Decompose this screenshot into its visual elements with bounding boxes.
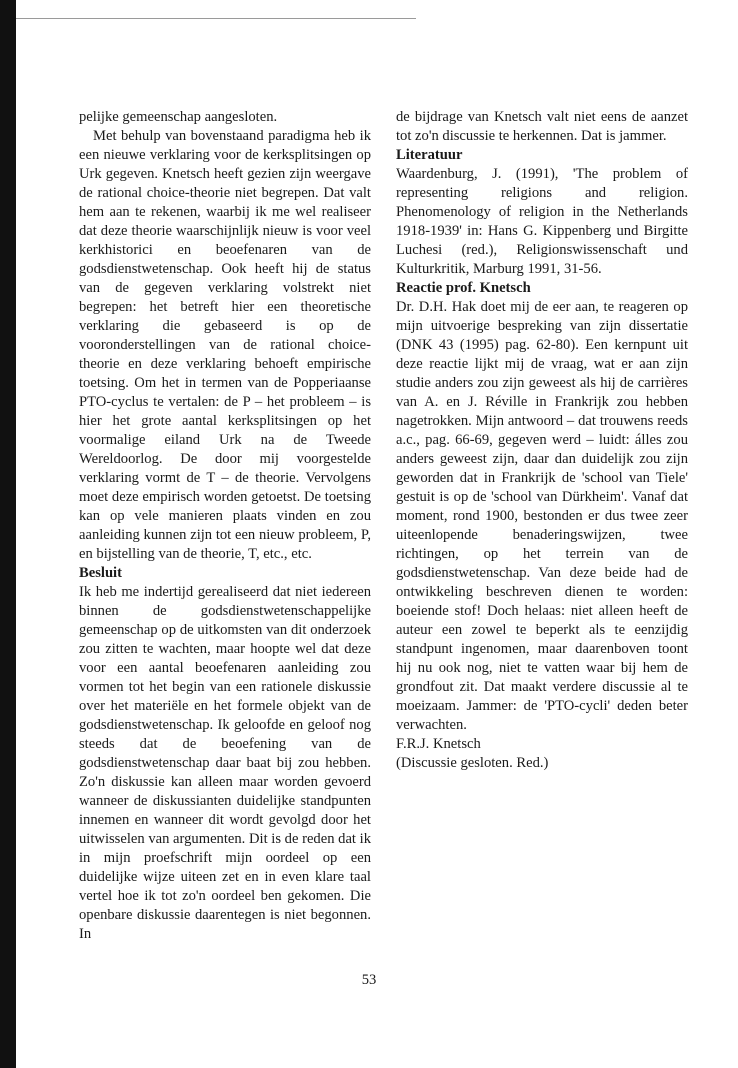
paradigm-paragraph: Met behulp van bovenstaand paradigma heb ik een nieuwe verklaring voor de kerksplitsingen op Urk gegeven. Knetsch heeft gezien zijn weergave de rational choice-theorie niet begrepen. Dat valt hem aan te rekenen, waarbij ik me wel realiseer dat deze theorie waarschijnlijk nieuw is voor veel kerkhistorici en beoefenaren van de godsdienstwetenschap. Ook heeft hij de status van de gegeven verklaring volstrekt niet begrepen: het betreft hier een theoretische verklaring die gebaseerd is op de vooronderstellingen van de rational choice-theorie en deze verklaring behoeft empirische toetsing. Om het in termen van de Popperiaanse PTO-cyclus te vertalen: de P – het probleem – is hier het grote aantal kerksplitsingen op het voormalige eiland Urk na de Tweede Wereldoorlog. De door mij voorgestelde verklaring vormt de T – de theorie. Vervolgens moet deze empirisch worden getoetst. De toetsing kan op vele manieren plaats vinden en zou aanleiding kunnen zijn tot een nieuw probleem, P, en bijstelling van de theorie, T, etc., etc. [79,128,371,562]
literatuur-reference: Waardenburg, J. (1991), 'The problem of representing religions and religion. Phenomenology of religion in the Netherlands 1918-1939' in: Hans G. Kippenberg und Birgitte Luchesi (red.), Religionswissenschaft und Kulturkritik, Marburg 1991, 31-56. [396,166,688,277]
closing-note: (Discussie gesloten. Red.) [396,755,549,771]
besluit-heading: Besluit [79,565,122,581]
reactie-heading: Reactie prof. Knetsch [396,280,531,296]
top-rule [16,18,416,19]
left-column [79,108,371,944]
literatuur-heading: Literatuur [396,147,463,163]
page-number: 53 [361,972,377,988]
left-continued-paragraph: pelijke gemeenschap aangesloten. [79,109,278,125]
right-continued-paragraph: de bijdrage van Knetsch valt niet eens de aanzet tot zo'n discussie te herkennen. Dat is jammer. [396,109,688,144]
besluit-paragraph: Ik heb me indertijd gerealiseerd dat niet iedereen binnen de godsdienstwetenschappelijke gemeenschap op de uitkomsten van dit onderzoek zou zitten te wachten, maar hoopte wel dat deze voor een aantal beoefenaren aanleiding zou vormen tot het begin van een rationele diskussie over het materiële en het formele objekt van de godsdienstwetenschap. Ik geloofde en geloof nog steeds dat de beoefening van de godsdienstwetenschap daar baat bij zou hebben. Zo'n diskussie kan alleen maar worden gevoerd wanneer de diskussianten duidelijke standpunten innemen en wanneer dit wordt gevolgd door het uitwisselen van argumenten. Dit is de reden dat ik in mijn proefschrift mijn oordeel op een duidelijke wijze uiteen zet en in even klare taal vertel hoe ik tot zo'n oordeel ben gekomen. Die openbare diskussie daarentegen is niet begonnen. In [79,584,371,942]
scan-edge-shadow [0,0,16,1068]
reactie-paragraph: Dr. D.H. Hak doet mij de eer aan, te reageren op mijn uitvoerige bespreking van zijn dissertatie (DNK 43 (1995) pag. 62-80). Een kernpunt uit deze reactie lijkt mij de vraag, wat er aan zijn studie anders zou zijn geweest als hij de carrières van A. en J. Réville in Frankrijk zou hebben nagetrokken. Mijn antwoord – dat trouwens reeds a.c., pag. 66-69, gegeven werd – luidt: álles zou anders geweest zijn, daar dan duidelijk zou zijn geworden dat in Frankrijk de 'school van Tiele' gestuit is op de 'school van Dürkheim'. Vanaf dat moment, rond 1900, bestonden er dus twee zeer uiteenlopende benaderingswijzen, twee richtingen, op het terrein van de godsdienstwetenschap. Van deze beide had de ontwikkeling beschreven dienen te worden: boeiende stof! Doch helaas: niet alleen heeft de auteur een zowel te beperkt als te eenzijdig standpunt ingenomen, maar daarenboven toont hij nu ook nog, niet te vatten waar bij hem de grondfout zit. Dat maakt verdere discussie al te moeizaam. Jammer: de 'PTO-cycli' deden beter verwachten. [396,299,688,733]
right-column [396,108,688,773]
signature: F.R.J. Knetsch [396,736,481,752]
